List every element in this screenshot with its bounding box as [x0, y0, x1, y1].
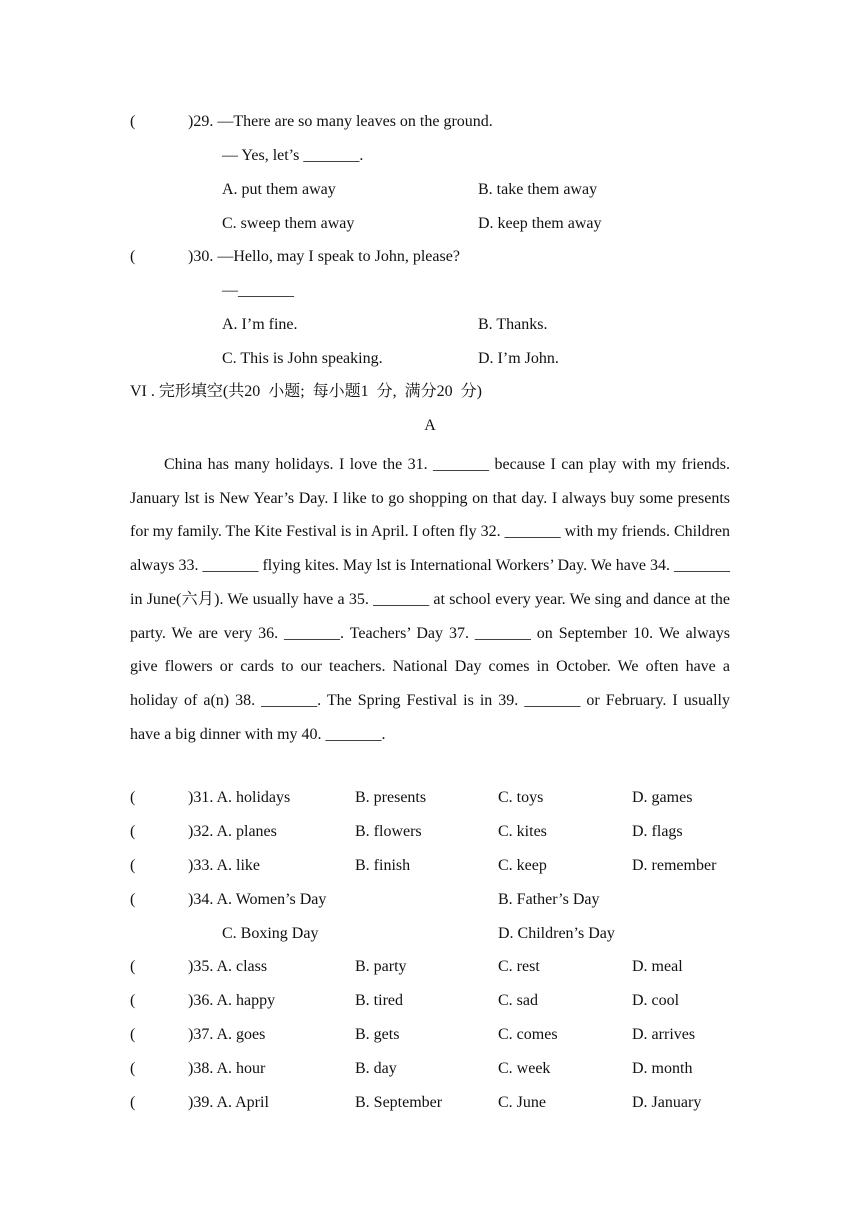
q35-paren: (: [130, 958, 136, 975]
q39-paren: (: [130, 1094, 136, 1111]
q31-option-c: C. toys: [498, 789, 544, 806]
section-heading: VI . 完形填空(共20 小题; 每小题1 分, 满分20 分): [130, 383, 482, 400]
q35-option-b: B. party: [355, 958, 407, 975]
q33-option-a: )33. A. like: [188, 857, 260, 874]
q33-option-d: D. remember: [632, 857, 717, 874]
q38-option-c: C. week: [498, 1060, 551, 1077]
q32-option-c: C. kites: [498, 823, 547, 840]
q29-option-b: B. take them away: [478, 181, 598, 198]
q37-option-d: D. arrives: [632, 1026, 696, 1043]
q34-option-b: B. Father’s Day: [498, 891, 600, 908]
q36-option-b: B. tired: [355, 992, 403, 1009]
q30-option-a: A. I’m fine.: [222, 316, 298, 333]
q32-option-b: B. flowers: [355, 823, 422, 840]
q31-option-b: B. presents: [355, 789, 427, 806]
q29-reply: — Yes, let’s _______.: [222, 147, 364, 164]
cloze-passage: China has many holidays. I love the 31. _______ because I can play with my friends. January lst is New Year’s Day. I like to go shopping on that day. I always buy some presents for my family. The Kite Festival is in April. I often fly 32. _______ with my friends. Children always 33. _______ flying kites. May lst is International Workers’ Day. We have 34. _______ in June(六月). We usually have a 35. _______ at school every year. We sing and dance at the party. We are very 36. _______. Teachers’ Day 37. _______ on September 10. We always give flowers or cards to our teachers. National Day comes in October. We often have a holiday of a(n) 38. _______. The Spring Festival is in 39. _______ or February. I usually have a big dinner with my 40. _______.: [130, 456, 730, 743]
q37-option-a: )37. A. goes: [188, 1026, 266, 1043]
q38-option-d: D. month: [632, 1060, 693, 1077]
q30-reply: —_______: [222, 282, 294, 299]
q31-option-d: D. games: [632, 789, 693, 806]
q33-option-b: B. finish: [355, 857, 411, 874]
q29-stem: )29. —There are so many leaves on the ground.: [188, 113, 493, 130]
q39-option-d: D. January: [632, 1094, 702, 1111]
q33-option-c: C. keep: [498, 857, 547, 874]
q31-paren: (: [130, 789, 136, 806]
q36-option-c: C. sad: [498, 992, 538, 1009]
q39-option-b: B. September: [355, 1094, 443, 1111]
q39-option-c: C. June: [498, 1094, 546, 1111]
q35-option-a: )35. A. class: [188, 958, 268, 975]
q31-option-a: )31. A. holidays: [188, 789, 291, 806]
q30-paren: (: [130, 248, 136, 265]
q30-option-c: C. This is John speaking.: [222, 350, 383, 367]
q29-option-c: C. sweep them away: [222, 215, 355, 232]
q29-option-d: D. keep them away: [478, 215, 602, 232]
q36-option-d: D. cool: [632, 992, 680, 1009]
q38-option-b: B. day: [355, 1060, 397, 1077]
q36-option-a: )36. A. happy: [188, 992, 276, 1009]
q34-option-d: D. Children’s Day: [498, 925, 615, 942]
q36-paren: (: [130, 992, 136, 1009]
part-label: A: [424, 417, 436, 434]
q35-option-c: C. rest: [498, 958, 540, 975]
q30-option-d: D. I’m John.: [478, 350, 559, 367]
q37-paren: (: [130, 1026, 136, 1043]
q39-option-a: )39. A. April: [188, 1094, 269, 1111]
q32-option-a: )32. A. planes: [188, 823, 277, 840]
q29-option-a: A. put them away: [222, 181, 336, 198]
q35-option-d: D. meal: [632, 958, 683, 975]
q37-option-b: B. gets: [355, 1026, 400, 1043]
q38-option-a: )38. A. hour: [188, 1060, 266, 1077]
q32-paren: (: [130, 823, 136, 840]
q30-stem: )30. —Hello, may I speak to John, please?: [188, 248, 460, 265]
q33-paren: (: [130, 857, 136, 874]
q34-paren: (: [130, 891, 136, 908]
q32-option-d: D. flags: [632, 823, 683, 840]
q34-option-c: C. Boxing Day: [222, 925, 319, 942]
q37-option-c: C. comes: [498, 1026, 558, 1043]
q38-paren: (: [130, 1060, 136, 1077]
q30-option-b: B. Thanks.: [478, 316, 548, 333]
q34-option-a: )34. A. Women’s Day: [188, 891, 327, 908]
q29-paren: (: [130, 113, 136, 130]
